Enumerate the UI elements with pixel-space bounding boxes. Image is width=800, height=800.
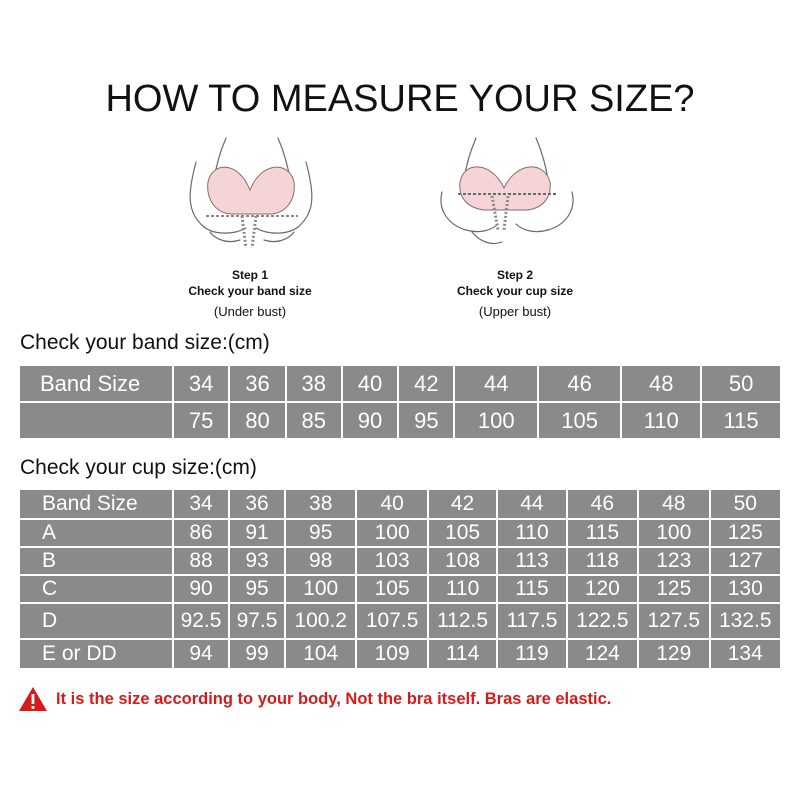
cup-value-cell: 125 [639, 576, 708, 602]
step-2-check: Check your cup size [456, 284, 574, 298]
cup-value-cell: 110 [429, 576, 496, 602]
band-value-cell: 105 [539, 403, 620, 438]
cup-size-cell: 42 [429, 490, 496, 518]
cup-value-cell: 97.5 [230, 604, 284, 638]
cup-value-cell: 103 [357, 548, 426, 574]
warning-triangle-icon [18, 686, 48, 712]
cup-value-cell: 92.5 [174, 604, 228, 638]
step-2-caption [425, 268, 605, 319]
cup-value-cell: 123 [639, 548, 708, 574]
cup-value-cell: 113 [498, 548, 565, 574]
step-1-check: Check your band size [188, 284, 312, 298]
cup-size-table [18, 488, 782, 670]
cup-value-cell: 100 [286, 576, 355, 602]
cup-measure-illustration [432, 132, 582, 262]
band-value-cell: 95 [399, 403, 453, 438]
cup-value-cell: 129 [639, 640, 708, 668]
band-size-cell: 50 [702, 366, 780, 401]
cup-value-cell: 86 [174, 520, 228, 546]
band-size-cell: 44 [455, 366, 536, 401]
cup-value-cell: 127 [711, 548, 781, 574]
cup-row-label: B [20, 548, 172, 574]
cup-row-c [20, 576, 780, 602]
band-value-row [20, 403, 780, 438]
band-value-cell: 75 [174, 403, 228, 438]
cup-value-cell: 100.2 [286, 604, 355, 638]
band-size-cell: 46 [539, 366, 620, 401]
cup-value-cell: 134 [711, 640, 781, 668]
cup-value-cell: 95 [286, 520, 355, 546]
cup-value-cell: 105 [357, 576, 426, 602]
cup-value-cell: 95 [230, 576, 284, 602]
band-value-cell: 100 [455, 403, 536, 438]
step-1-caption [160, 268, 340, 319]
cup-value-cell: 118 [568, 548, 637, 574]
step-1-note: (Under bust) [213, 304, 287, 319]
cup-size-cell: 38 [286, 490, 355, 518]
band-measure-illustration [176, 132, 326, 262]
cup-header-row [20, 490, 780, 518]
cup-size-cell: 50 [711, 490, 781, 518]
cup-size-cell: 34 [174, 490, 228, 518]
cup-value-cell: 105 [429, 520, 496, 546]
cup-value-cell: 90 [174, 576, 228, 602]
cup-header-label: Band Size [20, 490, 172, 518]
cup-value-cell: 91 [230, 520, 284, 546]
cup-value-cell: 104 [286, 640, 355, 668]
cup-value-cell: 110 [498, 520, 565, 546]
cup-table-title: Check your cup size:(cm) [20, 456, 257, 479]
band-value-cell: 90 [343, 403, 397, 438]
cup-value-cell: 120 [568, 576, 637, 602]
warning-text: It is the size according to your body, Not the bra itself. Bras are elastic. [56, 689, 612, 708]
cup-value-cell: 132.5 [711, 604, 781, 638]
band-value-label [20, 403, 172, 438]
cup-value-cell: 119 [498, 640, 565, 668]
page-title: HOW TO MEASURE YOUR SIZE? [105, 78, 695, 120]
cup-value-cell: 124 [568, 640, 637, 668]
cup-value-cell: 108 [429, 548, 496, 574]
warning-note [18, 684, 788, 714]
band-size-cell: 38 [287, 366, 341, 401]
band-value-cell: 80 [230, 403, 284, 438]
cup-value-cell: 112.5 [429, 604, 496, 638]
band-value-cell: 115 [702, 403, 780, 438]
cup-value-cell: 99 [230, 640, 284, 668]
cup-value-cell: 107.5 [357, 604, 426, 638]
cup-value-cell: 115 [568, 520, 637, 546]
cup-value-cell: 127.5 [639, 604, 708, 638]
cup-row-e-or-dd [20, 640, 780, 668]
cup-value-cell: 93 [230, 548, 284, 574]
band-size-cell: 42 [399, 366, 453, 401]
cup-value-cell: 115 [498, 576, 565, 602]
cup-size-cell: 44 [498, 490, 565, 518]
cup-size-cell: 40 [357, 490, 426, 518]
band-size-cell: 34 [174, 366, 228, 401]
band-value-cell: 85 [287, 403, 341, 438]
cup-value-cell: 98 [286, 548, 355, 574]
cup-value-cell: 122.5 [568, 604, 637, 638]
cup-row-label: D [20, 604, 172, 638]
cup-size-cell: 48 [639, 490, 708, 518]
cup-value-cell: 94 [174, 640, 228, 668]
cup-value-cell: 109 [357, 640, 426, 668]
step-2-title: Step 2 [496, 268, 533, 282]
cup-row-d [20, 604, 780, 638]
cup-value-cell: 88 [174, 548, 228, 574]
band-table-title: Check your band size:(cm) [20, 331, 270, 354]
band-value-cell: 110 [622, 403, 700, 438]
cup-row-label: E or DD [20, 640, 172, 668]
band-size-cell: 40 [343, 366, 397, 401]
band-header-row [20, 366, 780, 401]
cup-size-cell: 46 [568, 490, 637, 518]
cup-size-cell: 36 [230, 490, 284, 518]
band-header-label: Band Size [20, 366, 172, 401]
cup-value-cell: 114 [429, 640, 496, 668]
cup-row-label: A [20, 520, 172, 546]
cup-value-cell: 100 [357, 520, 426, 546]
cup-value-cell: 100 [639, 520, 708, 546]
band-size-cell: 36 [230, 366, 284, 401]
cup-row-a [20, 520, 780, 546]
cup-row-b [20, 548, 780, 574]
cup-row-label: C [20, 576, 172, 602]
cup-value-cell: 130 [711, 576, 781, 602]
cup-value-cell: 117.5 [498, 604, 565, 638]
step-2-note: (Upper bust) [478, 304, 552, 319]
band-size-table [18, 364, 782, 440]
cup-value-cell: 125 [711, 520, 781, 546]
band-size-cell: 48 [622, 366, 700, 401]
step-1-title: Step 1 [231, 268, 268, 282]
